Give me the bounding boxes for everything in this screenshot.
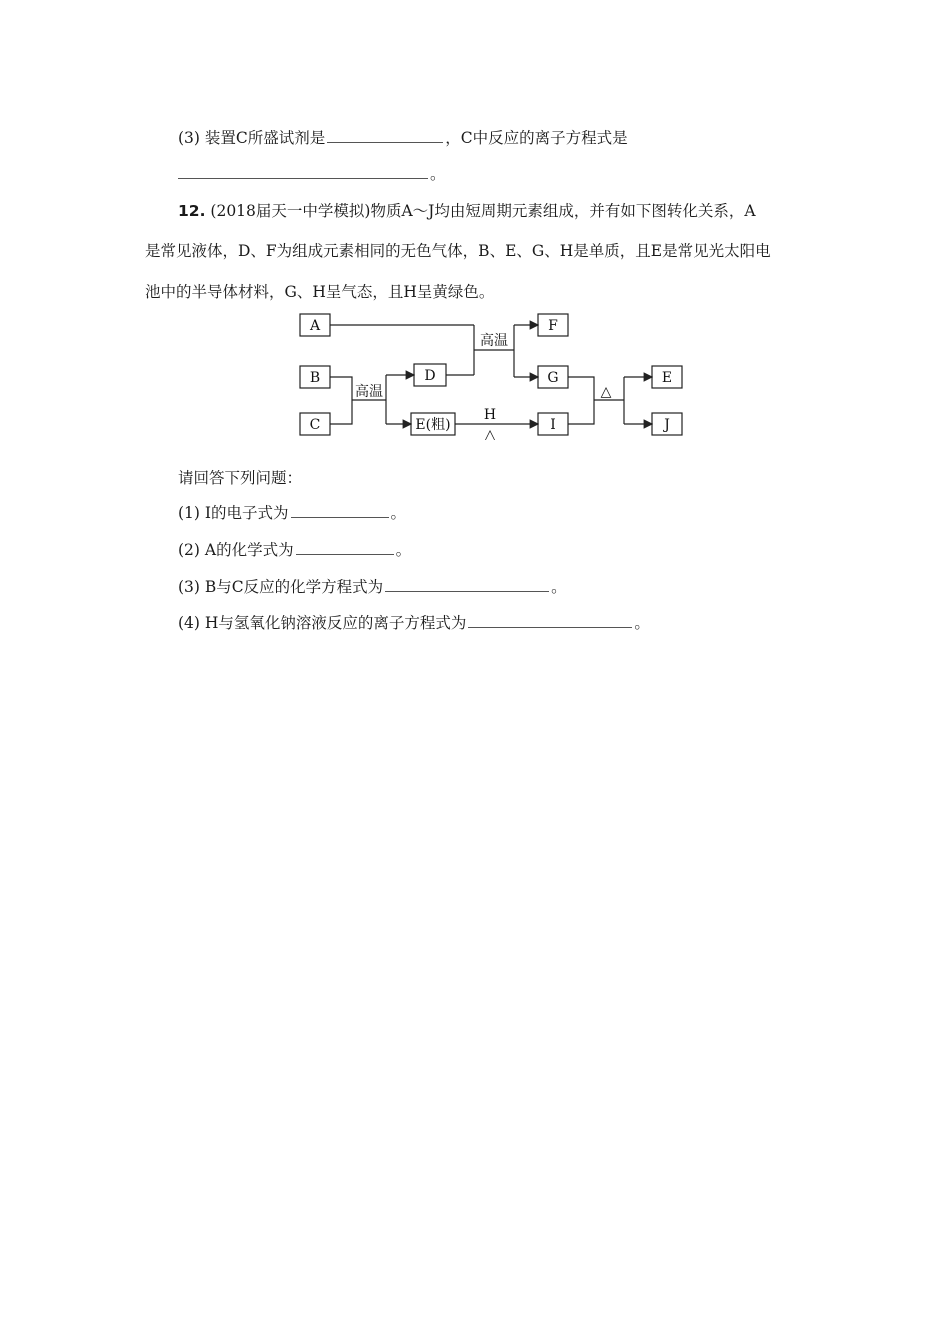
q3-device-c-mid: ，C中反应的离子方程式是: [445, 129, 628, 147]
box-j: [652, 413, 682, 435]
box-f: [538, 314, 568, 336]
condition-reagent-h: H: [483, 407, 497, 423]
answer-blank-1[interactable]: [291, 503, 389, 518]
box-i-label: I: [550, 417, 556, 433]
box-c: [300, 413, 330, 435]
q12-line-1: (2018届天一中学模拟)物质A～J均由短周期元素组成，并有如下图转化关系，A: [210, 202, 756, 220]
conversion-diagram: [296, 308, 688, 440]
q3-equation-end: 。: [430, 165, 446, 183]
answer-blank-reagent[interactable]: [327, 128, 443, 143]
q3-device-c-prefix: (3) 装置C所盛试剂是: [178, 129, 326, 147]
question-number: 12.: [178, 202, 206, 220]
question-3-text: (3) B与C反应的化学方程式为: [178, 578, 384, 596]
box-e-crude-label: E(粗): [415, 417, 451, 433]
questions-intro: 请回答下列问题：: [178, 469, 303, 487]
box-i: [538, 413, 568, 435]
box-g-label: G: [547, 370, 559, 386]
question-1-end: 。: [390, 504, 407, 522]
question-2-text: (2) A的化学式为: [178, 541, 294, 559]
q12-text-line-2: [145, 240, 771, 262]
q12-line-3: 池中的半导体材料，G、H呈气态，且H呈黄绿色。: [145, 283, 495, 301]
answer-blank-3[interactable]: [385, 577, 549, 592]
condition-heat-1: △: [484, 427, 496, 440]
question-2: [178, 539, 411, 561]
answer-blank-ionic-equation[interactable]: [178, 164, 428, 179]
box-b-label: B: [309, 370, 321, 386]
box-a-label: A: [309, 318, 321, 334]
question-1: [178, 502, 406, 524]
question-3-end: 。: [551, 578, 567, 596]
q12-line-2: 是常见液体，D、F为组成元素相同的无色气体，B、E、G、H是单质，且E是常见光太阳电: [145, 242, 771, 260]
box-e-label: E: [661, 370, 673, 386]
box-e-crude: [411, 413, 455, 435]
q3-device-c-line: [178, 127, 628, 149]
question-2-end: 。: [395, 541, 412, 559]
box-d: [414, 364, 446, 386]
question-4-end: 。: [634, 614, 650, 632]
condition-high-temp-2: 高温: [480, 333, 508, 349]
answer-blank-4[interactable]: [468, 613, 632, 628]
box-b: [300, 366, 330, 388]
box-a: [300, 314, 330, 336]
question-3: [178, 576, 567, 598]
question-1-text: (1) I的电子式为: [178, 504, 289, 522]
box-d-label: D: [424, 368, 436, 384]
box-j-label: J: [664, 417, 670, 433]
condition-high-temp-1: 高温: [355, 384, 383, 400]
q12-text-line-3: [145, 281, 494, 303]
answer-blank-2[interactable]: [296, 540, 394, 555]
question-4: [178, 612, 650, 634]
box-g: [538, 366, 568, 388]
box-e: [652, 366, 682, 388]
question-4-text: (4) H与氢氧化钠溶液反应的离子方程式为: [178, 614, 467, 632]
condition-heat-2: △: [600, 384, 612, 400]
box-f-label: F: [548, 318, 558, 334]
q3-equation-line: [178, 163, 446, 185]
q12-text-line-1: [178, 200, 756, 222]
box-c-label: C: [309, 417, 321, 433]
